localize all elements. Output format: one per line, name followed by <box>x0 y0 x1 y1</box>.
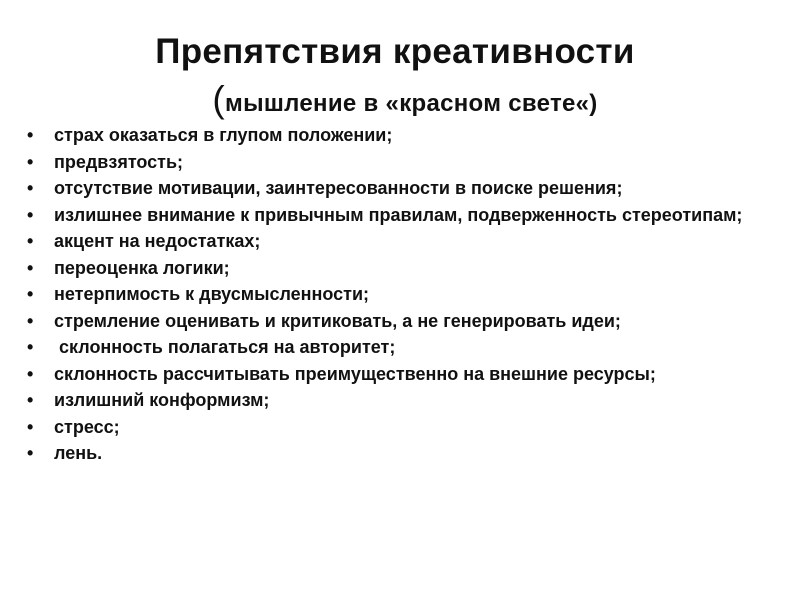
list-item-text: лень. <box>54 443 103 463</box>
list-item <box>22 179 782 198</box>
list-item-text: склонность полагаться на авторитет; <box>54 337 396 357</box>
bullet-icon: • <box>27 151 34 172</box>
list-item-text: нетерпимость к двусмысленности; <box>54 284 370 304</box>
list-item <box>22 338 782 357</box>
list-item-text: излишнее внимание к привычным правилам, подверженность стереотипам; <box>54 204 743 225</box>
bullet-icon: • <box>27 178 34 198</box>
list-item-text: отсутствие мотивации, заинтересованности в поиске решения; <box>54 178 623 198</box>
list-item <box>22 365 782 384</box>
bullet-list <box>22 126 782 471</box>
list-item-text: переоценка логики; <box>54 257 230 278</box>
bullet-icon: • <box>27 416 34 437</box>
title-line-2 <box>0 78 800 126</box>
list-item <box>22 232 782 251</box>
list-item-text: склонность рассчитывать преимущественно на внешние ресурсы; <box>54 363 656 384</box>
bullet-icon: • <box>27 204 34 225</box>
bullet-icon: • <box>27 443 34 463</box>
list-item-text: акцент на недостатках; <box>54 231 261 251</box>
list-item-text: стресс; <box>54 416 120 437</box>
list-item <box>22 444 782 463</box>
bullet-icon: • <box>27 231 34 251</box>
list-item-text: излишний конформизм; <box>54 390 270 410</box>
list-item <box>22 312 782 331</box>
list-item-text: стремление оценивать и критиковать, а не генерировать идеи; <box>54 310 621 331</box>
bullet-icon: • <box>27 257 34 278</box>
list-item <box>22 126 782 145</box>
slide-title <box>0 30 800 126</box>
list-item-text: страх оказаться в глупом положении; <box>54 125 393 145</box>
list-item <box>22 391 782 410</box>
bullet-icon: • <box>27 284 34 304</box>
list-item <box>22 285 782 304</box>
list-item <box>22 206 782 225</box>
bullet-icon: • <box>27 310 34 331</box>
list-item <box>22 418 782 437</box>
title-open-paren: ( <box>212 79 226 120</box>
bullet-icon: • <box>27 390 34 410</box>
title-line-1: Препятствия креативности <box>155 32 635 71</box>
bullet-icon: • <box>27 337 34 357</box>
list-item-text: предвзятость; <box>54 151 184 172</box>
bullet-icon: • <box>27 125 34 145</box>
list-item <box>22 259 782 278</box>
list-item <box>22 153 782 172</box>
bullet-icon: • <box>27 363 34 384</box>
title-subtitle: мышление в «красном свете«) <box>225 90 598 117</box>
